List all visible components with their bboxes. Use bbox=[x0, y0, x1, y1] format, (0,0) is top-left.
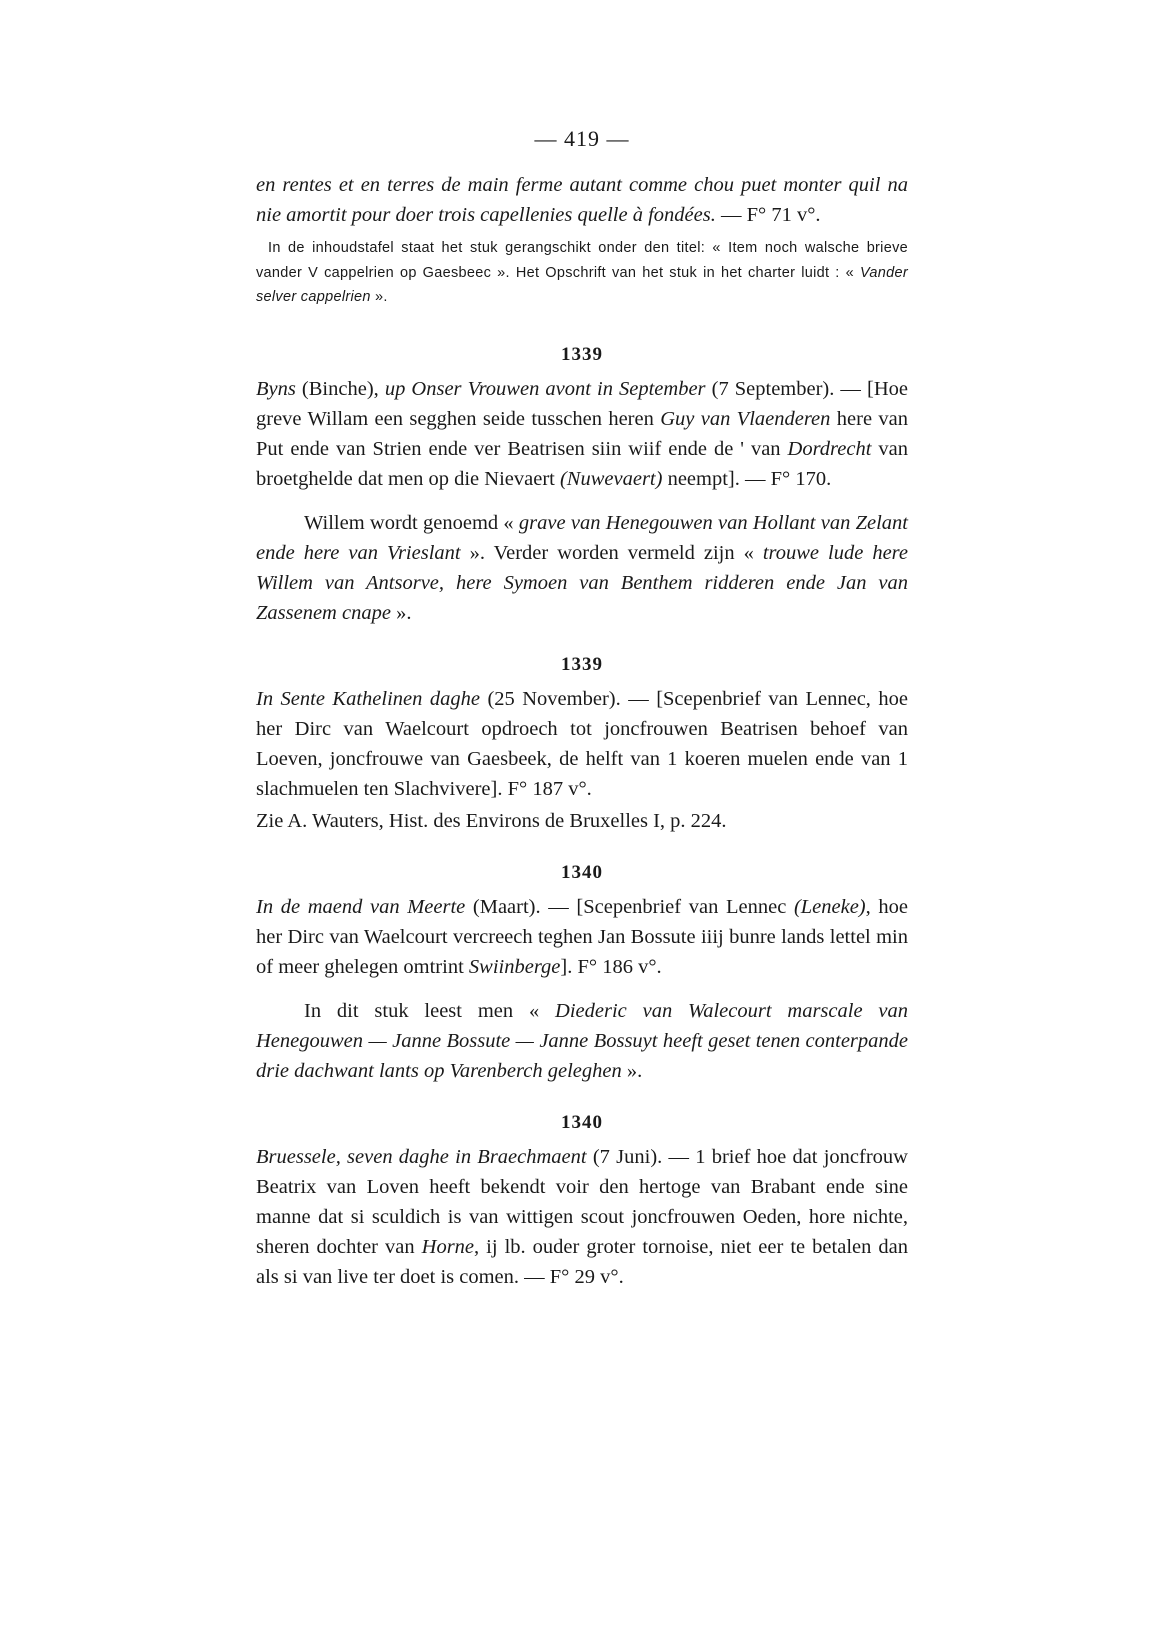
entry-regest bbox=[256, 892, 908, 982]
regest-segment: Swiinberge bbox=[468, 955, 561, 978]
entry-year: 1340 bbox=[561, 1111, 603, 1133]
intro-note bbox=[256, 236, 908, 310]
regest-segment: In de maend van Meerte bbox=[256, 895, 466, 918]
regest-segment: , hoe her Dirc van Waelcourt vercreech teghen Jan Bossute iiij bunre lands lettel min of meer ghelegen omtrint bbox=[256, 895, 908, 978]
intro-note-part-1: In de inhoudstafel staat het stuk gerangschikt onder den titel: « Item noch walsche brieve vander V cappelrien op Gaesbeec ». Het Opschrift van het stuk in het charter luidt : « bbox=[256, 240, 908, 281]
entry-regest bbox=[256, 684, 908, 804]
regest-segment: , ij lb. ouder groter tornoise, niet eer te betalen dan als si van live ter doet is comen. — F° 29 v°. bbox=[256, 1235, 908, 1288]
note-segment: Diederic van Walecourt marscale van Henegouwen — Janne Bossute — Janne Bossuyt heeft geset tenen conterpande drie dachwant lants op Varenberch geleghen bbox=[256, 999, 908, 1082]
note-segment: Willem wordt genoemd « bbox=[304, 511, 519, 534]
regest-segment: van broetghelde dat men op die Nievaert bbox=[256, 437, 908, 490]
intro-note-part-2: Vander selver cappelrien bbox=[256, 264, 908, 305]
note-segment: ». Verder worden vermeld zijn « bbox=[460, 541, 763, 564]
regest-segment: neempt]. — F° 170. bbox=[662, 467, 832, 490]
regest-segment: here van Put ende van Strien ende ver Beatrisen siin wiif ende de ' van bbox=[256, 407, 908, 460]
note-segment: In dit stuk leest men « bbox=[304, 999, 556, 1022]
regest-segment: In Sente Kathelinen daghe bbox=[256, 687, 480, 710]
regest-segment: Bruessele, seven daghe in Braechmaent bbox=[256, 1145, 587, 1168]
page-number: — 419 — bbox=[534, 126, 630, 151]
continuation-ref: — F° 71 v°. bbox=[715, 204, 821, 226]
entry-reference: Zie A. Wauters, Hist. des Environs de Bruxelles I, p. 224. bbox=[256, 809, 727, 832]
regest-segment: (7 September). — [Hoe greve Willam een segghen seide tusschen heren bbox=[256, 377, 908, 430]
regest-segment: (Nuwevaert) bbox=[559, 467, 663, 490]
regest-segment: (Binche), bbox=[295, 377, 385, 400]
note-segment: grave van Henegouwen van Hollant van Zelant ende here van Vrieslant bbox=[256, 511, 908, 564]
regest-segment: Horne bbox=[421, 1235, 475, 1258]
regest-segment: ]. F° 186 v°. bbox=[560, 955, 662, 978]
entry-note bbox=[256, 508, 908, 628]
note-segment: ». bbox=[390, 601, 412, 624]
note-segment: ». bbox=[621, 1059, 643, 1082]
regest-segment: Guy van Vlaenderen bbox=[660, 407, 831, 430]
regest-segment: up Onser Vrouwen avont in September bbox=[384, 377, 706, 400]
entry-year: 1339 bbox=[561, 653, 603, 675]
document-page bbox=[256, 126, 908, 1292]
entry-regest bbox=[256, 374, 908, 494]
regest-segment: (Maart). — [Scepenbrief van Lennec bbox=[465, 895, 794, 918]
regest-segment: Dordrecht bbox=[787, 437, 872, 460]
regest-segment: (Leneke) bbox=[793, 895, 866, 918]
continuation-italic: en rentes et en terres de main ferme autant comme chou puet monter quil na nie amortit pour doer trois capellenies quelle à fondées. bbox=[256, 174, 908, 226]
note-segment: trouwe lude here Willem van Antsorve, here Symoen van Benthem ridderen ende Jan van Zassenem cnape bbox=[256, 541, 908, 624]
regest-segment: Byns bbox=[256, 377, 296, 400]
intro-note-part-3: ». bbox=[370, 289, 388, 305]
regest-segment: (7 Juni). — 1 brief hoe dat joncfrouw Beatrix van Loven heeft bekendt voir den hertoge van Brabant ende sine manne dat si sculdich is van wittigen scout joncfrouwen Oeden, hore nichte, sheren dochter van bbox=[256, 1145, 908, 1258]
entry-regest bbox=[256, 1142, 908, 1292]
entry-year: 1339 bbox=[561, 343, 603, 365]
entry-note bbox=[256, 996, 908, 1086]
entry-year: 1340 bbox=[561, 861, 603, 883]
regest-segment: (25 November). — [Scepenbrief van Lennec, hoe her Dirc van Waelcourt opdroech tot joncfrouwen Beatrisen behoef van Loeven, joncfrouwe van Gaesbeek, de helft van 1 koeren muelen ende van 1 slachmuelen ten Slachvivere]. F° 187 v°. bbox=[256, 687, 908, 800]
continuation-text bbox=[256, 170, 908, 230]
